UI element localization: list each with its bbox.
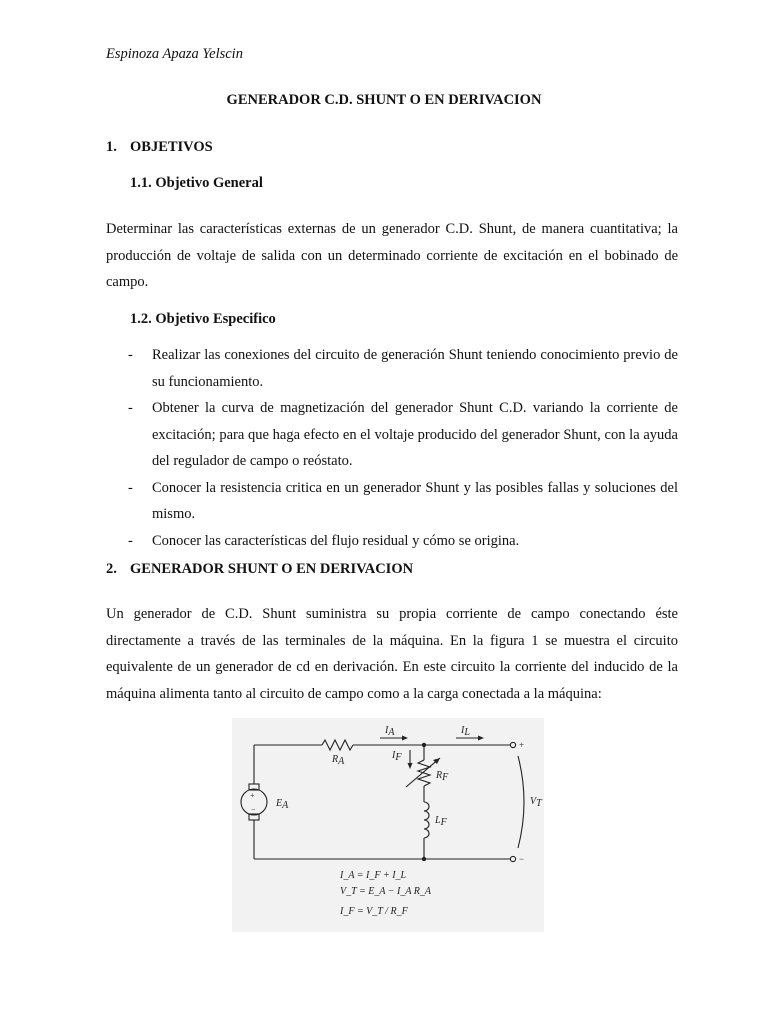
list-item-text: Conocer la resistencia critica en un generador Shunt y las posibles fallas y soluciones del mismo. [152,479,678,522]
objective-general-text: Determinar las características externas de un generador C.D. Shunt, de manera cuantitativa; la producción de voltaje de salida con un determinado corriente de excitación en el bobinado de campo. [106,221,678,290]
section-1-title: OBJETIVOS [130,139,213,155]
equation-2: V_T = E_A − I_A R_A [340,886,431,897]
label-il: IL [461,725,470,738]
label-ra: RA [332,754,345,767]
list-item-text: Conocer las características del flujo residual y cómo se origina. [152,532,520,549]
equation-3: I_F = V_T / R_F [340,906,408,917]
subsection-1-2-heading: 1.2. Objetivo Especifico [130,311,276,327]
list-item: - Obtener la curva de magnetización del generador Shunt C.D. variando la corriente de excitación; para que haga efecto en el voltaje producido del generador Shunt, con la ayuda del regulador de campo o reóstato. [128,400,678,469]
subsection-1-1-heading: 1.1. Objetivo General [130,175,263,191]
list-item: - Conocer la resistencia critica en un generador Shunt y las posibles fallas y soluciones del mismo. [128,479,678,522]
section-2-number: 2. [106,561,117,577]
section-2-heading [106,561,413,578]
label-ea: EA [276,798,289,811]
section-2-title: GENERADOR SHUNT O EN DERIVACION [130,561,414,577]
author-name: Espinoza Apaza Yelscin [106,46,243,62]
section-1-number: 1. [106,139,117,155]
label-if: IF [392,750,402,763]
equation-1: I_A = I_F + I_L [340,870,407,881]
list-item-text: Obtener la curva de magnetización del generador Shunt C.D. variando la corriente de excitación; para que haga efecto en el voltaje producido del generador Shunt, con la ayuda del regulador de campo o reóstato. [152,400,678,469]
shunt-generator-circuit-figure [232,718,544,932]
document-title: GENERADOR C.D. SHUNT O EN DERIVACION [226,92,542,108]
generator-minus: − [251,805,256,814]
objectives-list [106,342,678,554]
section-2-text: Un generador de C.D. Shunt suministra su propia corriente de campo conectando éste directamente a través de las terminales de la máquina. En la figura 1 se muestra el circuito equivalente de un generador de cd en derivación. En este circuito la corriente del inducido de la máquina alimenta tanto al circuito de campo como a la carga conectada a la máquina: [106,606,678,702]
list-item: - Realizar las conexiones del circuito de generación Shunt teniendo conocimiento previo de su funcionamiento. [128,347,678,390]
label-lf: LF [435,815,447,828]
list-item: - Conocer las características del flujo residual y cómo se origina. [128,532,520,549]
label-rf: RF [436,770,449,783]
terminal-plus: + [519,740,525,750]
terminal-minus: − [519,854,525,864]
label-vt: VT [530,796,542,809]
list-item-text: Realizar las conexiones del circuito de generación Shunt teniendo conocimiento previo de su funcionamiento. [152,347,678,390]
generator-plus: + [250,791,255,800]
label-ia: IA [385,725,395,738]
section-1-heading [106,139,213,156]
circuit-diagram [232,718,544,932]
